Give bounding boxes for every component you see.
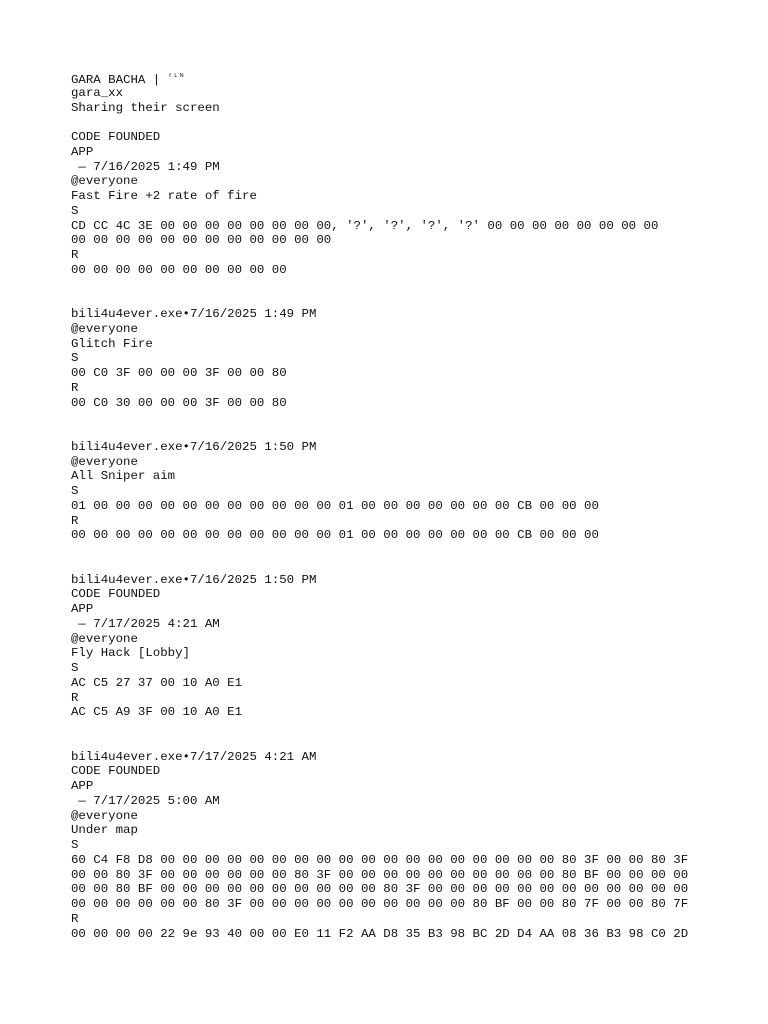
post-line: R (71, 911, 79, 926)
post-line: R (71, 380, 79, 395)
post-line: 60 C4 F8 D8 00 00 00 00 00 00 00 00 00 00 00 00 00 00 00 00 00 00 80 3F 00 00 80 3F (71, 852, 689, 867)
post-line: bili4u4ever.exe•7/17/2025 4:21 AM (71, 749, 317, 764)
post-line: @everyone (71, 631, 138, 646)
post-line: R (71, 690, 79, 705)
post-line: Fly Hack [Lobby] (71, 646, 190, 661)
header-status: Sharing their screen (71, 100, 220, 115)
post-line: — 7/17/2025 4:21 AM (71, 616, 220, 631)
post-fast-fire (71, 130, 731, 278)
post-line: — 7/16/2025 1:49 PM (71, 159, 220, 174)
post-all-sniper-aim (71, 440, 731, 543)
post-line: R (71, 513, 79, 528)
post-line: 00 00 00 00 00 00 00 00 00 00 00 00 01 00 00 00 00 00 00 00 CB 00 00 00 (71, 528, 599, 543)
post-line: CD CC 4C 3E 00 00 00 00 00 00 00 00, '?', '?', '?', '?' 00 00 00 00 00 00 00 00 (71, 218, 659, 233)
post-line: R (71, 248, 79, 262)
post-line: 00 00 80 3F 00 00 00 00 00 00 80 3F 00 00 00 00 00 00 00 00 00 00 80 BF 00 00 00 00 (71, 867, 689, 882)
post-line: S (71, 351, 79, 366)
post-line: 00 00 00 00 00 00 00 00 00 00 00 00 (71, 233, 332, 248)
post-line: Glitch Fire (71, 336, 153, 351)
post-line: S (71, 203, 79, 218)
post-line: CODE FOUNDED (71, 764, 161, 779)
post-line: @everyone (71, 321, 138, 336)
post-line: AC C5 A9 3F 00 10 A0 E1 (71, 705, 243, 720)
header-title-line (71, 71, 731, 86)
header-title-tag: ᶠᴸᴺ (167, 73, 186, 82)
post-line: CODE FOUNDED (71, 587, 161, 602)
post-line: AC C5 27 37 00 10 A0 E1 (71, 675, 243, 690)
post-line: Fast Fire +2 rate of fire (71, 189, 257, 203)
post-line: S (71, 484, 79, 498)
header-username: gara_xx (71, 85, 124, 100)
header-title: GARA BACHA | (71, 73, 168, 87)
spacer (71, 543, 731, 573)
spacer (71, 278, 731, 308)
post-line: @everyone (71, 174, 138, 189)
post-line: APP (71, 779, 94, 793)
post-line: bili4u4ever.exe•7/16/2025 1:50 PM (71, 572, 317, 587)
post-glitch-fire (71, 307, 731, 410)
spacer (71, 115, 731, 130)
document-body (71, 71, 731, 941)
spacer (71, 410, 731, 440)
post-line: 00 C0 3F 00 00 00 3F 00 00 80 (71, 366, 287, 380)
post-under-map (71, 750, 731, 942)
post-line: bili4u4ever.exe•7/16/2025 1:50 PM (71, 439, 317, 454)
post-line: bili4u4ever.exe•7/16/2025 1:49 PM (71, 307, 317, 321)
post-line: Under map (71, 823, 138, 838)
post-line: — 7/17/2025 5:00 AM (71, 793, 220, 808)
post-line: 00 00 80 BF 00 00 00 00 00 00 00 00 00 00 80 3F 00 00 00 00 00 00 00 00 00 00 00 00 (71, 882, 689, 897)
post-line: S (71, 838, 79, 852)
post-line: APP (71, 144, 94, 159)
post-line: 00 00 00 00 22 9e 93 40 00 00 E0 11 F2 AA D8 35 B3 98 BC 2D D4 AA 08 36 B3 98 C0 2D (71, 926, 689, 941)
post-line: 01 00 00 00 00 00 00 00 00 00 00 00 01 00 00 00 00 00 00 00 CB 00 00 00 (71, 498, 599, 513)
spacer (71, 720, 731, 750)
post-line: 00 00 00 00 00 00 80 3F 00 00 00 00 00 00 00 00 00 00 80 BF 00 00 80 7F 00 00 80 7F (71, 897, 689, 911)
post-line: @everyone (71, 454, 138, 469)
post-line: APP (71, 602, 94, 616)
post-fly-hack (71, 573, 731, 721)
post-line: S (71, 661, 79, 675)
post-line: CODE FOUNDED (71, 130, 161, 144)
post-line: @everyone (71, 808, 138, 823)
post-line: 00 00 00 00 00 00 00 00 00 00 (71, 262, 287, 277)
post-line: All Sniper aim (71, 469, 176, 484)
post-line: 00 C0 30 00 00 00 3F 00 00 80 (71, 395, 287, 410)
